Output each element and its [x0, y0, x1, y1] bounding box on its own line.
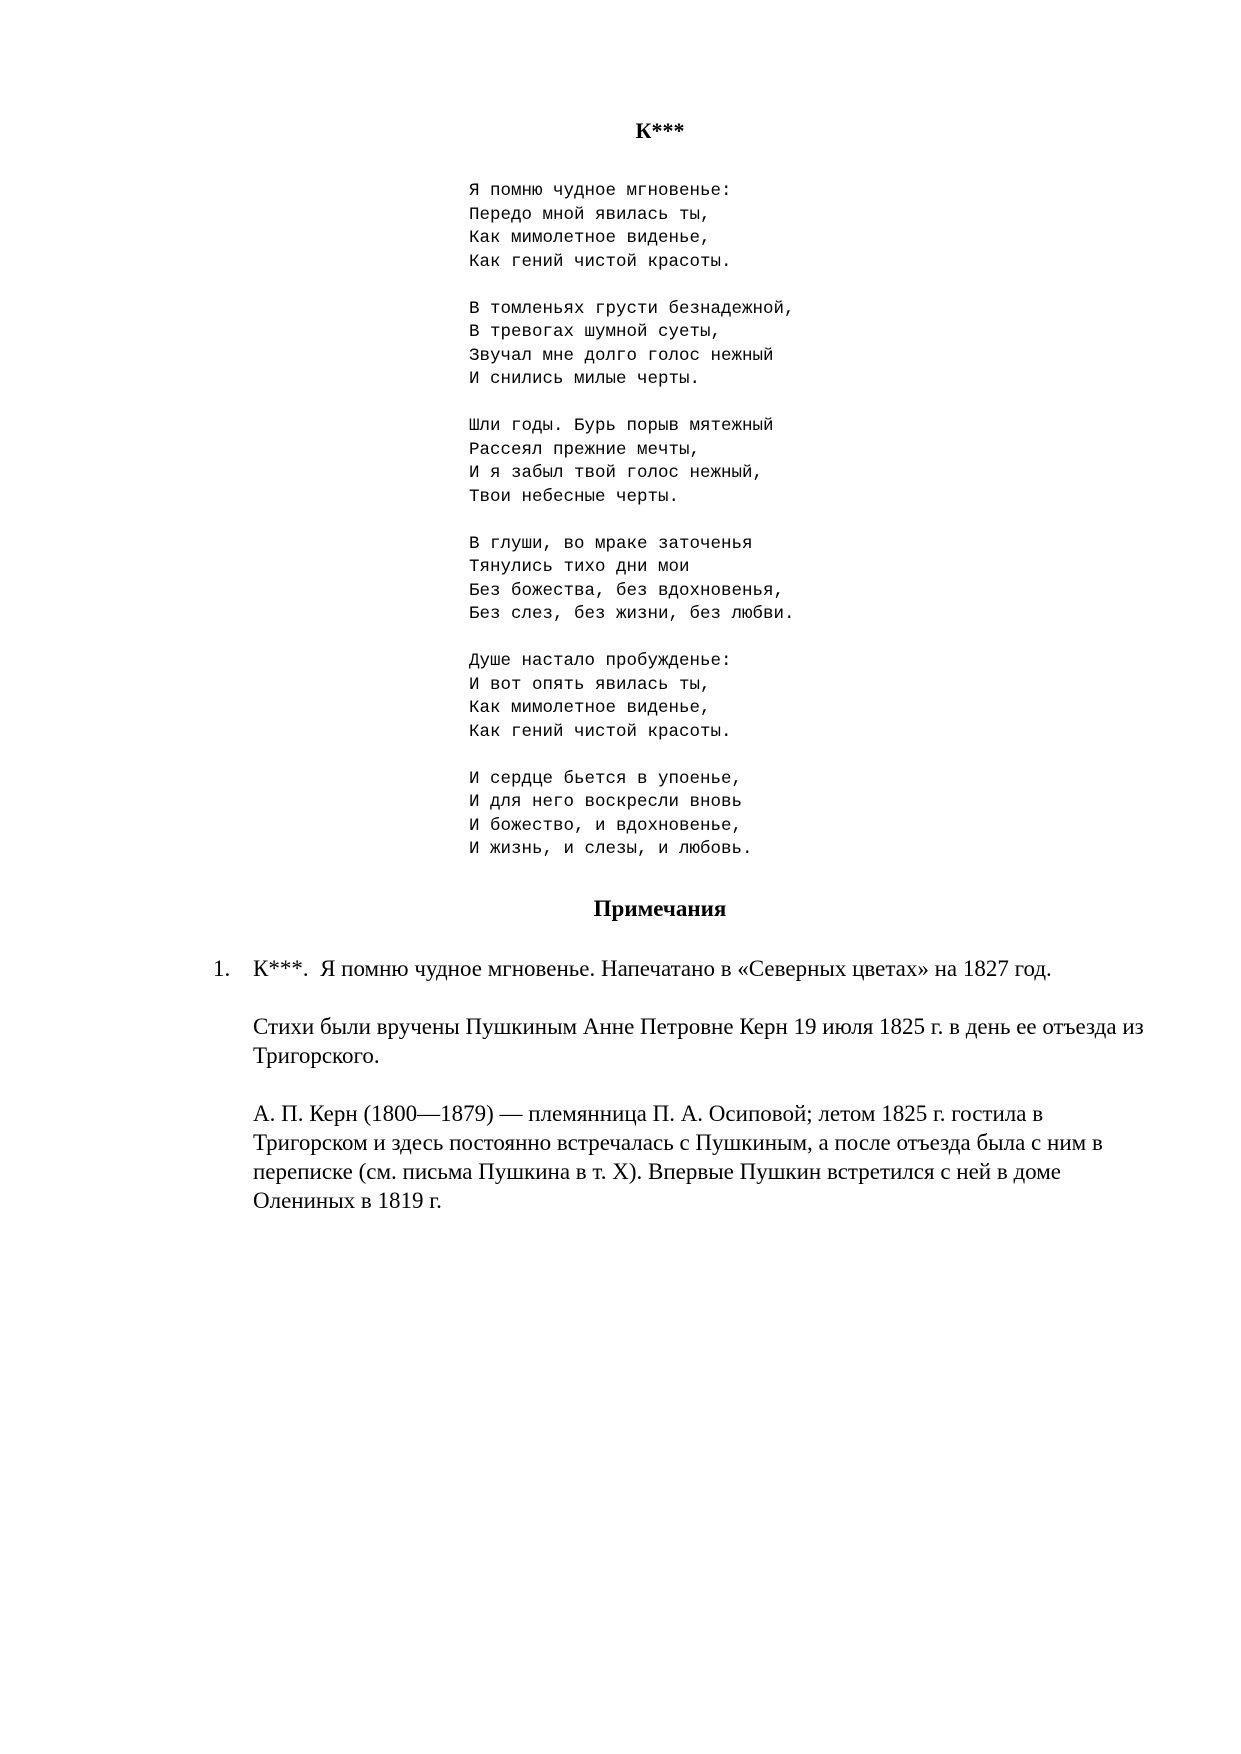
poem-body [469, 180, 795, 885]
verse-line: Как гений чистой красоты. [469, 251, 732, 272]
note-item [213, 954, 1163, 1215]
verse-line: И для него воскресли вновь [469, 792, 743, 812]
verse-line: И жизнь, и слезы, и любовь. [469, 839, 753, 859]
notes-list [213, 954, 1163, 1244]
verse-line: Как гений чистой красоты. [469, 721, 732, 742]
note-number: 1. [213, 956, 231, 981]
verse-line: Как мимолетное виденье, [469, 228, 711, 248]
stanza [469, 298, 795, 392]
verse-line: Рассеял прежние мечты, [469, 439, 701, 460]
verse-line: В тревогах шумной суеты, [469, 322, 722, 342]
note-paragraph [253, 954, 1163, 983]
verse-line: В томленьях грусти безнадежной, [469, 298, 795, 319]
note-paragraph: Стихи были вручены Пушкиным Анне Петровне Керн 19 июля 1825 г. в день ее отъезда из Тригорского. [253, 1014, 1144, 1068]
verse-line: Без слез, без жизни, без любви. [469, 604, 795, 624]
verse-line: И я забыл твой голос нежный, [469, 463, 764, 483]
stanza [469, 768, 795, 862]
verse-line: И божество, и вдохновенье, [469, 815, 743, 836]
verse-line: Как мимолетное виденье, [469, 698, 711, 718]
verse-line: Тянулись тихо дни мои [469, 557, 690, 577]
verse-line: Звучал мне долго голос нежный [469, 345, 774, 366]
verse-line: Я помню чудное мгновенье: [469, 181, 732, 201]
verse-line: И сердце бьется в упоенье, [469, 768, 743, 789]
verse-line: И вот опять явилась ты, [469, 674, 711, 695]
stanza [469, 650, 795, 744]
verse-line: Твои небесные черты. [469, 486, 680, 507]
note-paragraph: А. П. Керн (1800—1879) — племянница П. А. Осиповой; летом 1825 г. гостила в Тригорском и здесь постоянно встречалась с Пушкиным, а после отъезда была с ним в переписке (см. письма Пушкина в т. X). Впервые Пушкин встретился с ней в доме Олениных в 1819 г. [253, 1101, 1103, 1213]
stanza [469, 533, 795, 627]
notes-heading: Примечания [593, 896, 727, 921]
verse-line: Без божества, без вдохновенья, [469, 580, 785, 601]
note-lead: К***. [253, 956, 321, 981]
verse-line: Душе настало пробужденье: [469, 651, 732, 671]
stanza [469, 415, 795, 509]
verse-line: И снились милые черты. [469, 369, 701, 389]
stanza [469, 180, 795, 274]
verse-line: В глуши, во мраке заточенья [469, 533, 753, 554]
verse-line: Передо мной явилась ты, [469, 204, 711, 225]
verse-line: Шли годы. Бурь порыв мятежный [469, 416, 774, 436]
poem-title: К*** [635, 118, 685, 143]
note-text: Я помню чудное мгновенье. Напечатано в «Северных цветах» на 1827 год. [320, 956, 1052, 981]
